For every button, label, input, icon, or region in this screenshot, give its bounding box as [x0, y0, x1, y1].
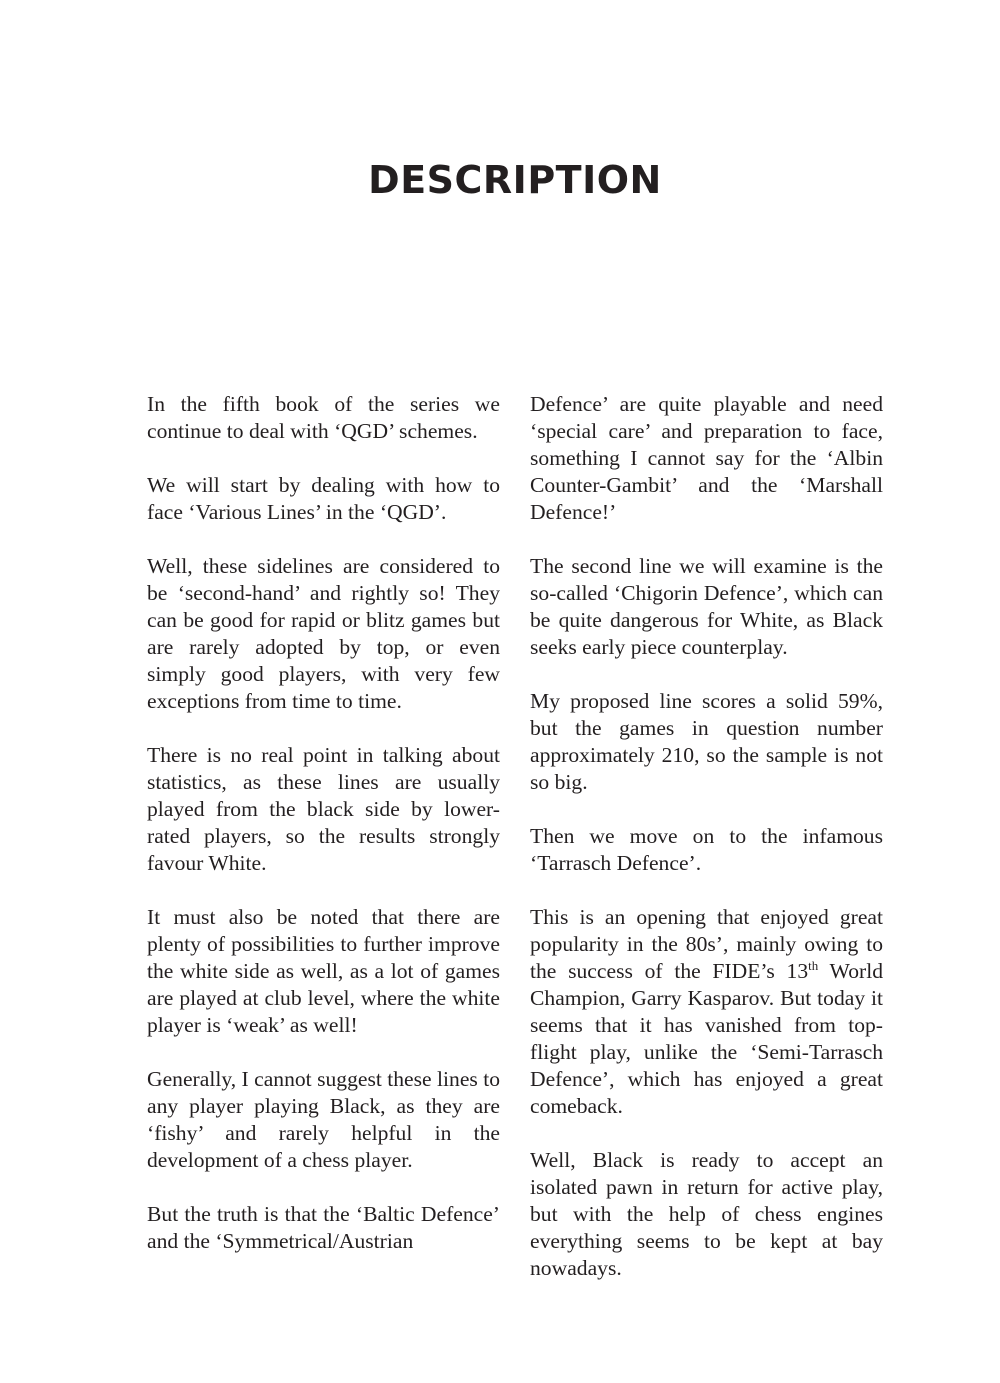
paragraph: In the fifth book of the series we continue to deal with ‘QGD’ schemes. [147, 392, 500, 443]
paragraph: Defence’ are quite playable and need ‘special care’ and preparation to face, something I cannot say for the ‘Albin Counter-Gambit’ and the ‘Marshall Defence!’ [530, 392, 883, 524]
paragraph: Then we move on to the infamous ‘Tarrasch Defence’. [530, 824, 883, 875]
paragraph: We will start by dealing with how to face ‘Various Lines’ in the ‘QGD’. [147, 473, 500, 524]
paragraph: Well, these sidelines are considered to be ‘second-hand’ and rightly so! They can be good for rapid or blitz games but are rarely adopted by top, or even simply good players, with very few exceptions from time to time. [147, 554, 500, 713]
left-column [147, 391, 500, 1255]
right-column [530, 391, 883, 1282]
page-title: DESCRIPTION [368, 158, 662, 202]
paragraph-text: World Champion, Garry Kasparov. But today it seems that it has vanished from top-flight play, unlike the ‘Semi-Tarrasch Defence’, which has enjoyed a great comeback. [530, 959, 883, 1118]
paragraph: There is no real point in talking about statistics, as these lines are usually played from the black side by lower-rated players, so the results strongly favour White. [147, 743, 500, 875]
paragraph: My proposed line scores a solid 59%, but the games in question number approximately 210, so the sample is not so big. [530, 689, 883, 794]
paragraph: Well, Black is ready to accept an isolated pawn in return for active play, but with the help of chess engines everything seems to be kept at bay nowadays. [530, 1148, 883, 1280]
paragraph: Generally, I cannot suggest these lines to any player playing Black, as they are ‘fishy’ and rarely helpful in the development of a chess player. [147, 1067, 500, 1172]
paragraph: It must also be noted that there are plenty of possibilities to further improve the white side as well, as a lot of games are played at club level, where the white player is ‘weak’ as well! [147, 905, 500, 1037]
ordinal-superscript: th [808, 957, 819, 973]
paragraph [530, 904, 883, 1120]
paragraph-text: This is an opening that enjoyed great popularity in the 80s’, mainly owing to the success of the FIDE’s 13 [530, 905, 883, 983]
paragraph: The second line we will examine is the so-called ‘Chigorin Defence’, which can be quite dangerous for White, as Black seeks early piece counterplay. [530, 554, 883, 659]
paragraph: But the truth is that the ‘Baltic Defence’ and the ‘Symmetrical/Austrian [147, 1202, 500, 1253]
